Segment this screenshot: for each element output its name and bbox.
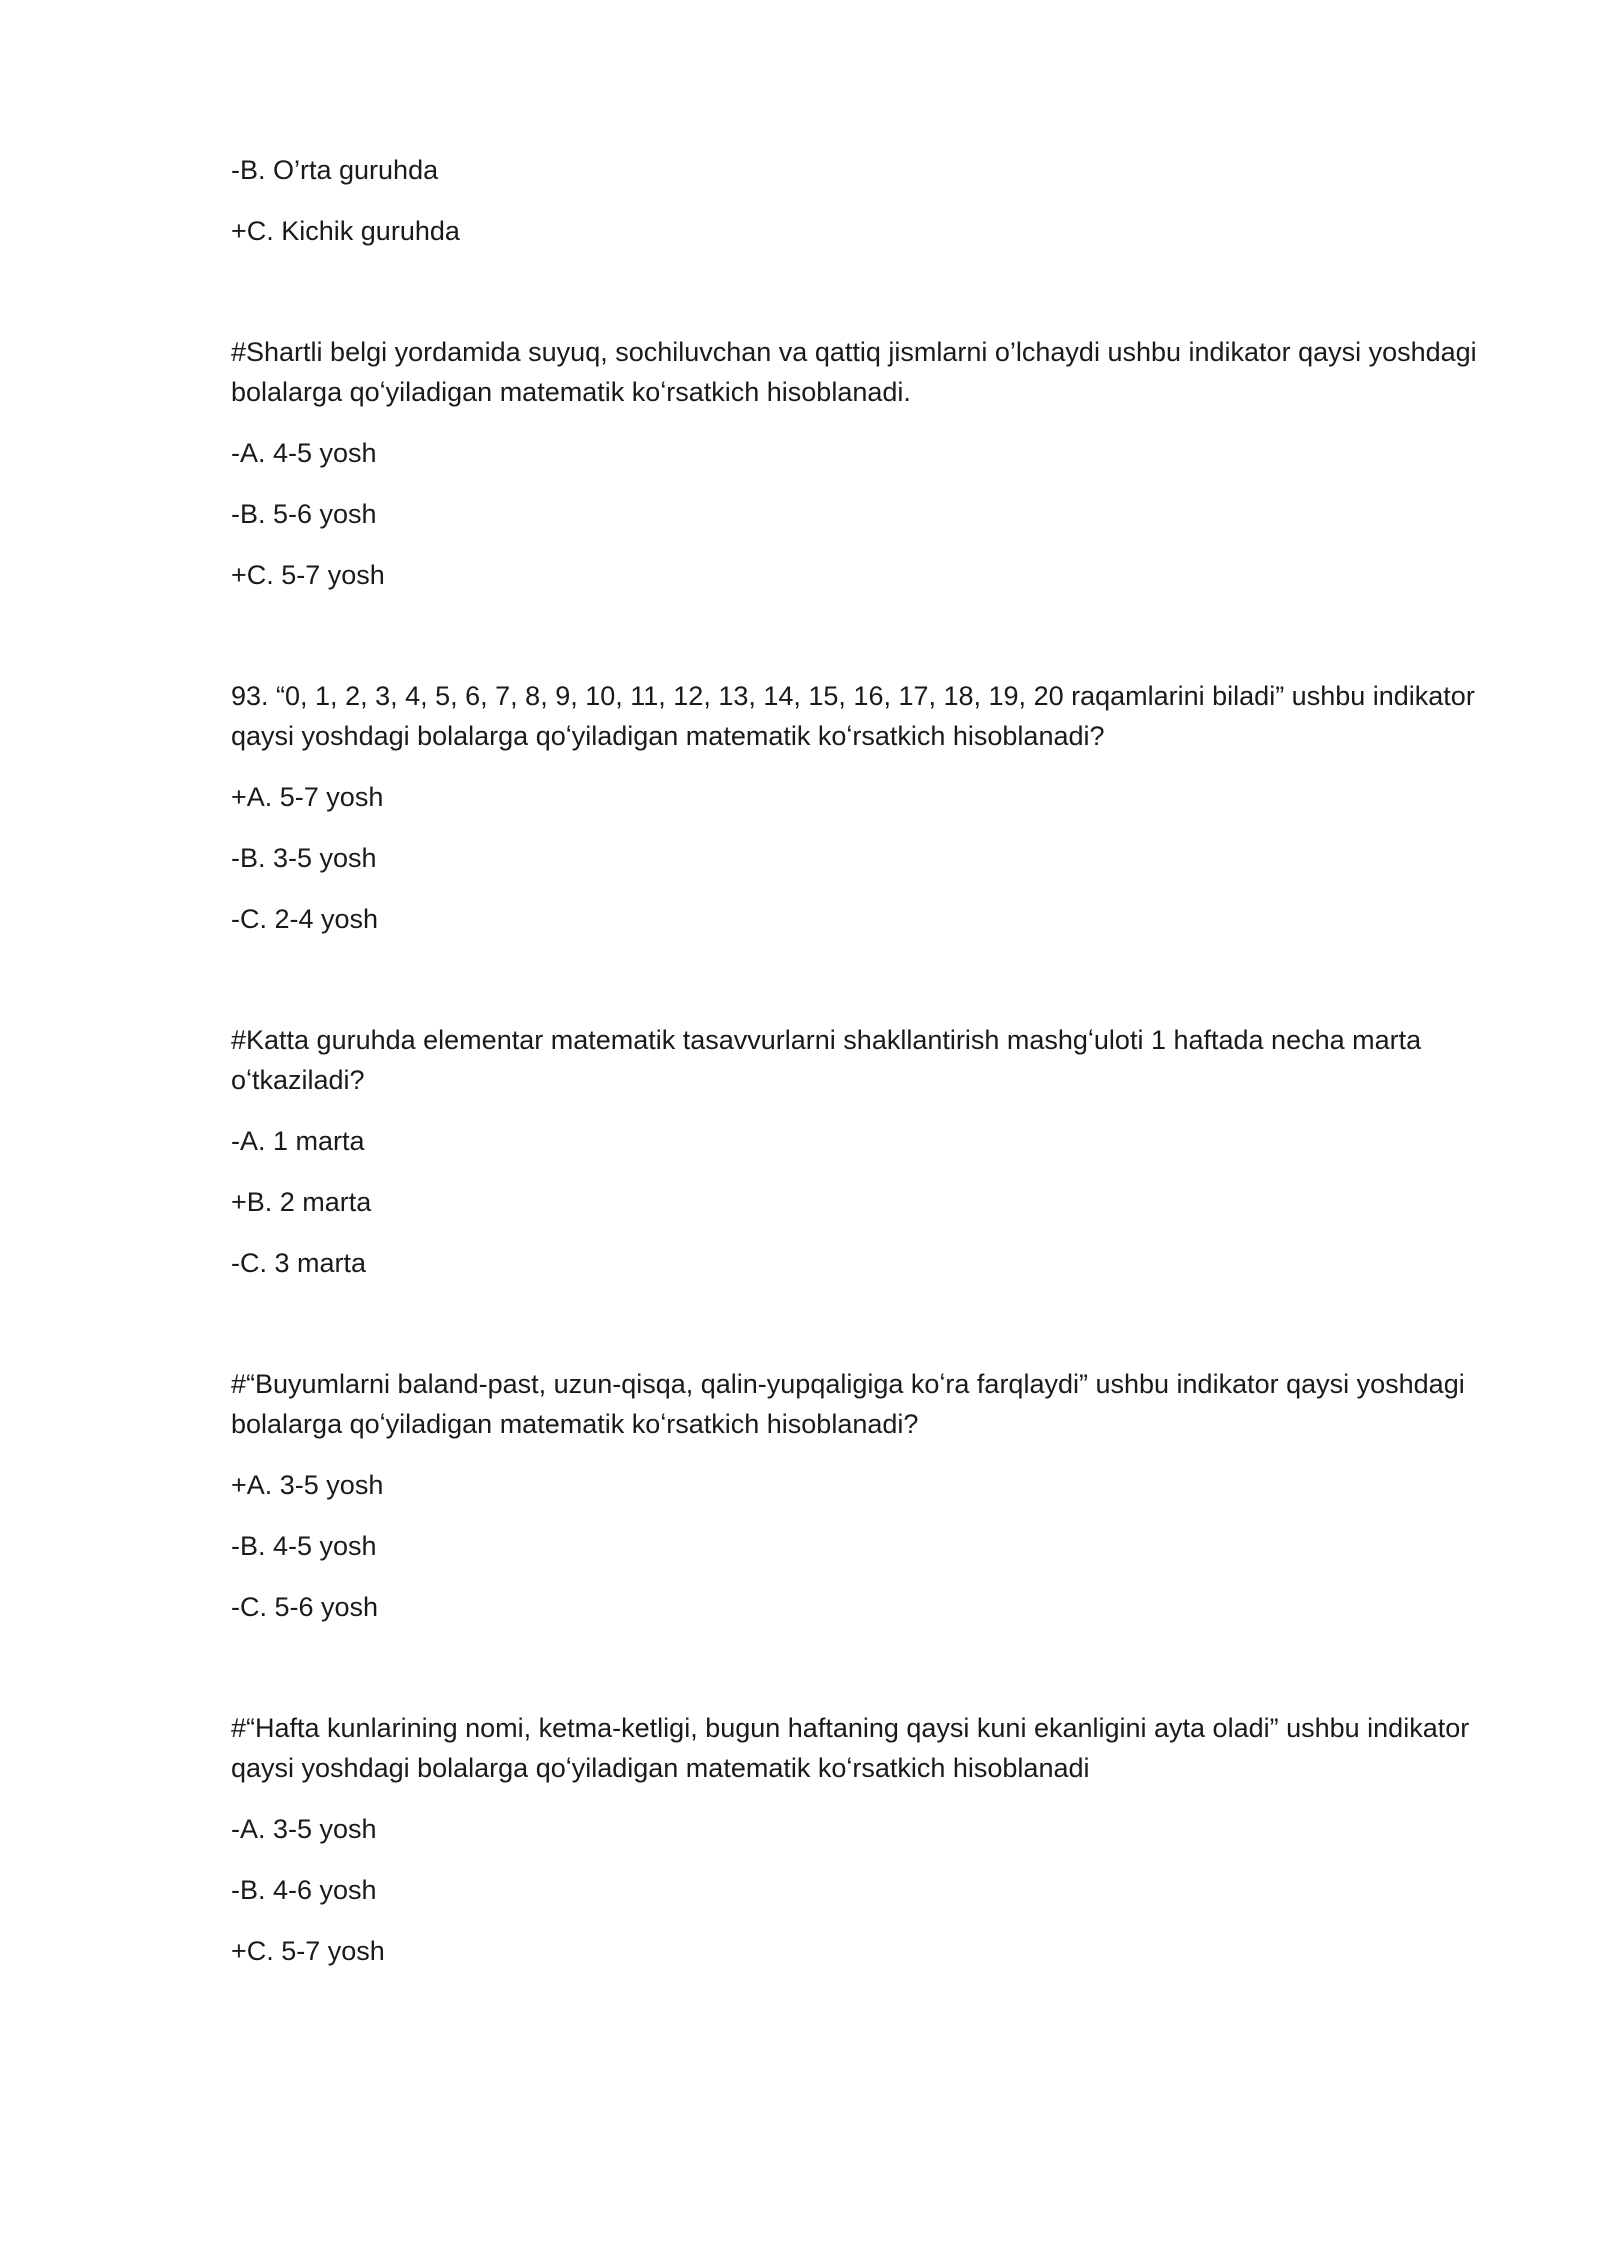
question-text: #Shartli belgi yordamida suyuq, sochiluvchan va qattiq jismlarni o’lchaydi ushbu indikator qaysi yoshdagi bolalarga qoʻyiladigan matematik koʻrsatkich hisoblanadi. [231,337,1477,407]
question-text: #“Hafta kunlarining nomi, ketma-ketligi, bugun haftaning qaysi kuni ekanligini ayta oladi” ushbu indikator qaysi yoshdagi bolalarga qoʻyiladigan matematik koʻrsatkich hisoblanadi [231,1713,1470,1783]
answer-option: -C. 5-6 yosh [231,1592,379,1622]
question-text: 93. “0, 1, 2, 3, 4, 5, 6, 7, 8, 9, 10, 11, 12, 13, 14, 15, 16, 17, 18, 19, 20 raqamlarini biladi” ushbu indikator qaysi yoshdagi bolalarga qoʻyiladigan matematik koʻrsatkich hisoblanadi? [231,681,1475,751]
answer-option: +A. 5-7 yosh [231,782,384,812]
answer-option: -B. 5-6 yosh [231,499,377,529]
spacer [231,272,1493,332]
spacer [231,616,1493,676]
answer-option: +A. 3-5 yosh [231,1470,384,1500]
answer-option: +B. 2 marta [231,1187,372,1217]
answer-option: -C. 3 marta [231,1248,367,1278]
answer-option: -B. 4-5 yosh [231,1531,377,1561]
spacer [231,1648,1493,1708]
answer-option: +C. Kichik guruhda [231,216,460,246]
spacer [231,960,1493,1020]
answer-option: -B. 4-6 yosh [231,1875,377,1905]
answer-option: -A. 4-5 yosh [231,438,377,468]
answer-option: -A. 3-5 yosh [231,1814,377,1844]
answer-option: -A. 1 marta [231,1126,365,1156]
answer-option: +C. 5-7 yosh [231,1936,385,1966]
question-text: #“Buyumlarni baland-past, uzun-qisqa, qalin-yupqaligiga koʻra farqlaydi” ushbu indikator qaysi yoshdagi bolalarga qoʻyiladigan matematik koʻrsatkich hisoblanadi? [231,1369,1465,1439]
answer-option: +C. 5-7 yosh [231,560,385,590]
answer-option: -B. O’rta guruhda [231,155,439,185]
document-page [231,150,1493,1992]
question-text: #Katta guruhda elementar matematik tasavvurlarni shakllantirish mashgʻuloti 1 haftada necha marta oʻtkaziladi? [231,1025,1422,1095]
spacer [231,1304,1493,1364]
answer-option: -C. 2-4 yosh [231,904,379,934]
answer-option: -B. 3-5 yosh [231,843,377,873]
